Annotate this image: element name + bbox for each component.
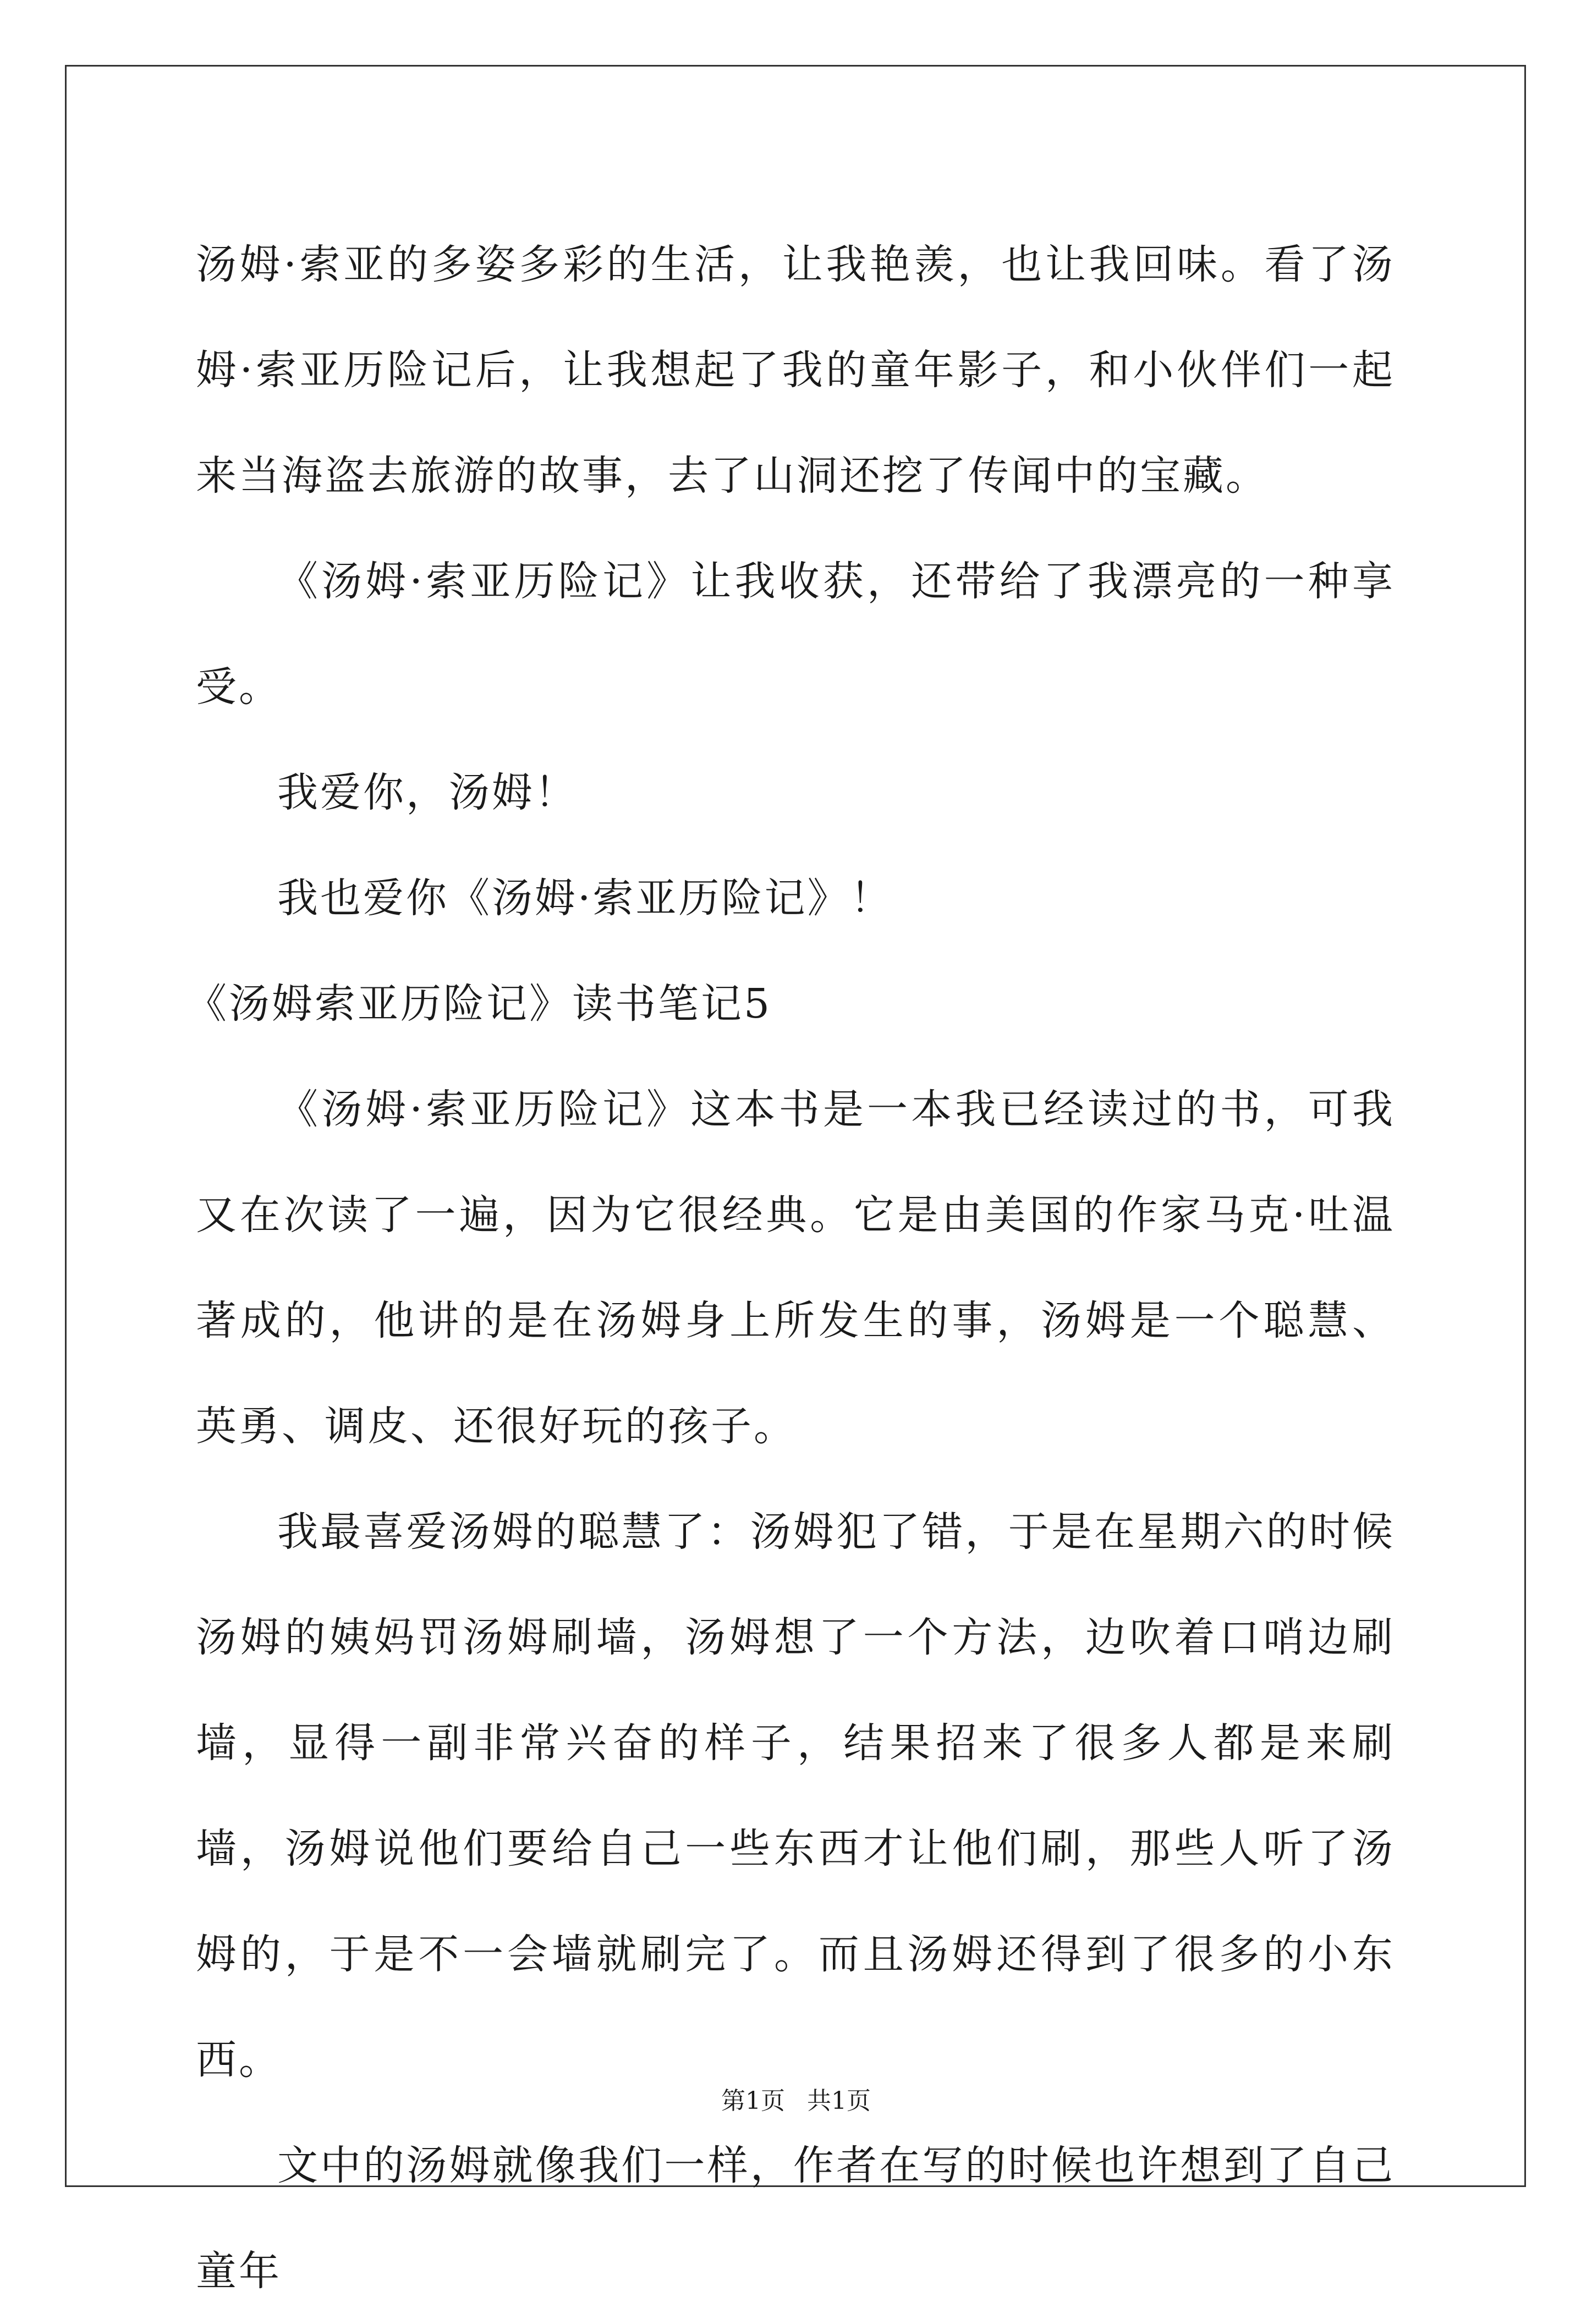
page-number: 第1页 <box>721 2087 785 2115</box>
paragraph: 《汤姆·索亚历险记》这本书是一本我已经读过的书，可我又在次读了一遍，因为它很经典。它是由美国的作家马克·吐温著成的，他讲的是在汤姆身上所发生的事，汤姆是一个聪慧、英勇、调皮、还很好玩的孩子。 <box>196 1086 1395 1450</box>
paragraph: 我也爱你《汤姆·索亚历险记》！ <box>277 875 893 922</box>
paragraph: 我最喜爱汤姆的聪慧了：汤姆犯了错，于是在星期六的时候汤姆的姨妈罚汤姆刷墙，汤姆想了一个方法，边吹着口哨边刷墙，显得一副非常兴奋的样子，结果招来了很多人都是来刷墙，汤姆说他们要给自己一些东西才让他们刷，那些人听了汤姆的，于是不一会墙就刷完了。而且汤姆还得到了很多的小东西。 <box>196 1508 1395 2084</box>
document-body <box>186 212 1395 2324</box>
paragraph: 我爱你，汤姆！ <box>277 769 578 816</box>
page-total: 共1页 <box>807 2087 871 2115</box>
page-footer <box>0 2085 1592 2118</box>
paragraph: 文中的汤姆就像我们一样，作者在写的时候也许想到了自己童年 <box>196 2142 1395 2295</box>
paragraph: 《汤姆·索亚历险记》让我收获，还带给了我漂亮的一种享受。 <box>196 558 1395 711</box>
section-heading: 《汤姆索亚历险记》读书笔记5 <box>186 980 772 1028</box>
paragraph: 汤姆·索亚的多姿多彩的生活，让我艳羡，也让我回味。看了汤姆·索亚历险记后，让我想起了我的童年影子，和小伙伴们一起来当海盗去旅游的故事，去了山洞还挖了传闻中的宝藏。 <box>196 241 1395 499</box>
